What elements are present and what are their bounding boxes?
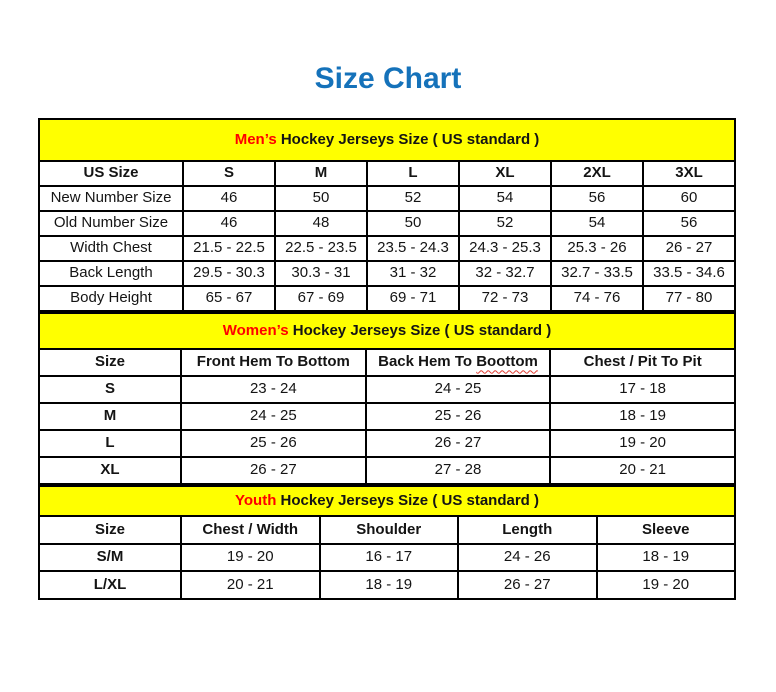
size-cell: 60 xyxy=(643,186,735,211)
row-header: Body Height xyxy=(39,286,183,311)
table-womens xyxy=(38,312,736,485)
section-title-youth xyxy=(39,486,735,516)
size-cell: 72 - 73 xyxy=(459,286,551,311)
size-cell: 33.5 - 34.6 xyxy=(643,261,735,286)
section-title-womens xyxy=(39,313,735,349)
column-header: Size xyxy=(39,516,181,544)
row-header: Width Chest xyxy=(39,236,183,261)
table-row xyxy=(39,261,735,286)
size-cell: 18 - 19 xyxy=(597,544,736,572)
size-cell: 21.5 - 22.5 xyxy=(183,236,275,261)
size-cell: 22.5 - 23.5 xyxy=(275,236,367,261)
size-cell: 20 - 21 xyxy=(181,571,320,599)
size-cell: 30.3 - 31 xyxy=(275,261,367,286)
column-header: S xyxy=(183,161,275,186)
column-header: Front Hem To Bottom xyxy=(181,349,366,376)
row-header: S xyxy=(39,376,181,403)
column-header xyxy=(366,349,551,376)
section-title-text: Hockey Jerseys Size ( US standard ) xyxy=(280,491,539,509)
column-header: M xyxy=(275,161,367,186)
size-cell: 74 - 76 xyxy=(551,286,643,311)
column-header: Size xyxy=(39,349,181,376)
size-cell: 17 - 18 xyxy=(550,376,735,403)
row-header: L/XL xyxy=(39,571,181,599)
size-cell: 23.5 - 24.3 xyxy=(367,236,459,261)
column-header-row-youth xyxy=(39,516,735,544)
size-cell: 18 - 19 xyxy=(320,571,459,599)
table-row xyxy=(39,544,735,572)
size-cell: 23 - 24 xyxy=(181,376,366,403)
page-title: Size Chart xyxy=(314,62,462,95)
table-row xyxy=(39,186,735,211)
size-cell: 32.7 - 33.5 xyxy=(551,261,643,286)
column-header: 2XL xyxy=(551,161,643,186)
size-cell: 24 - 25 xyxy=(181,403,366,430)
row-header: New Number Size xyxy=(39,186,183,211)
column-header: Sleeve xyxy=(597,516,736,544)
size-cell: 54 xyxy=(459,186,551,211)
size-cell: 26 - 27 xyxy=(181,457,366,484)
size-cell: 19 - 20 xyxy=(550,430,735,457)
size-cell: 25 - 26 xyxy=(181,430,366,457)
size-cell: 56 xyxy=(551,186,643,211)
table-row xyxy=(39,211,735,236)
size-cell: 20 - 21 xyxy=(550,457,735,484)
size-cell: 26 - 27 xyxy=(643,236,735,261)
size-cell: 27 - 28 xyxy=(366,457,551,484)
table-row xyxy=(39,376,735,403)
table-row xyxy=(39,571,735,599)
section-title-accent: Youth xyxy=(235,491,277,509)
table-youth xyxy=(38,485,736,600)
size-cell: 77 - 80 xyxy=(643,286,735,311)
row-header: Old Number Size xyxy=(39,211,183,236)
column-header: Length xyxy=(458,516,597,544)
table-mens xyxy=(38,118,736,312)
table-row xyxy=(39,286,735,311)
size-cell: 29.5 - 30.3 xyxy=(183,261,275,286)
size-cell: 25 - 26 xyxy=(366,403,551,430)
size-cell: 50 xyxy=(275,186,367,211)
column-header: Chest / Pit To Pit xyxy=(550,349,735,376)
section-title-mens xyxy=(39,119,735,161)
table-row xyxy=(39,403,735,430)
size-cell: 52 xyxy=(459,211,551,236)
misspelled-word: Boottom xyxy=(476,353,538,371)
size-cell: 56 xyxy=(643,211,735,236)
size-cell: 18 - 19 xyxy=(550,403,735,430)
size-cell: 69 - 71 xyxy=(367,286,459,311)
row-header: L xyxy=(39,430,181,457)
section-header-row-womens xyxy=(39,313,735,349)
size-tables-container xyxy=(38,118,736,600)
table-row xyxy=(39,457,735,484)
size-cell: 32 - 32.7 xyxy=(459,261,551,286)
section-title-accent: Men’s xyxy=(234,130,277,148)
column-header-row-mens xyxy=(39,161,735,186)
size-cell: 31 - 32 xyxy=(367,261,459,286)
size-cell: 24.3 - 25.3 xyxy=(459,236,551,261)
size-cell: 46 xyxy=(183,211,275,236)
row-header: XL xyxy=(39,457,181,484)
size-cell: 19 - 20 xyxy=(181,544,320,572)
size-cell: 50 xyxy=(367,211,459,236)
size-cell: 24 - 25 xyxy=(366,376,551,403)
column-header: XL xyxy=(459,161,551,186)
size-cell: 46 xyxy=(183,186,275,211)
section-header-row-youth xyxy=(39,486,735,516)
size-cell: 24 - 26 xyxy=(458,544,597,572)
size-cell: 48 xyxy=(275,211,367,236)
row-header: M xyxy=(39,403,181,430)
column-header-row-womens xyxy=(39,349,735,376)
column-header: L xyxy=(367,161,459,186)
column-header-text: Back Hem To xyxy=(378,353,477,371)
section-title-accent: Women’s xyxy=(222,321,289,339)
size-cell: 26 - 27 xyxy=(458,571,597,599)
column-header: US Size xyxy=(39,161,183,186)
column-header: Shoulder xyxy=(320,516,459,544)
column-header: Chest / Width xyxy=(181,516,320,544)
row-header: S/M xyxy=(39,544,181,572)
size-cell: 52 xyxy=(367,186,459,211)
size-cell: 25.3 - 26 xyxy=(551,236,643,261)
size-cell: 67 - 69 xyxy=(275,286,367,311)
section-title-text: Hockey Jerseys Size ( US standard ) xyxy=(292,321,552,339)
table-row xyxy=(39,236,735,261)
table-row xyxy=(39,430,735,457)
size-cell: 54 xyxy=(551,211,643,236)
size-cell: 65 - 67 xyxy=(183,286,275,311)
section-header-row-mens xyxy=(39,119,735,161)
size-cell: 16 - 17 xyxy=(320,544,459,572)
section-title-text: Hockey Jerseys Size ( US standard ) xyxy=(280,130,540,148)
size-cell: 26 - 27 xyxy=(366,430,551,457)
row-header: Back Length xyxy=(39,261,183,286)
size-cell: 19 - 20 xyxy=(597,571,736,599)
column-header: 3XL xyxy=(643,161,735,186)
